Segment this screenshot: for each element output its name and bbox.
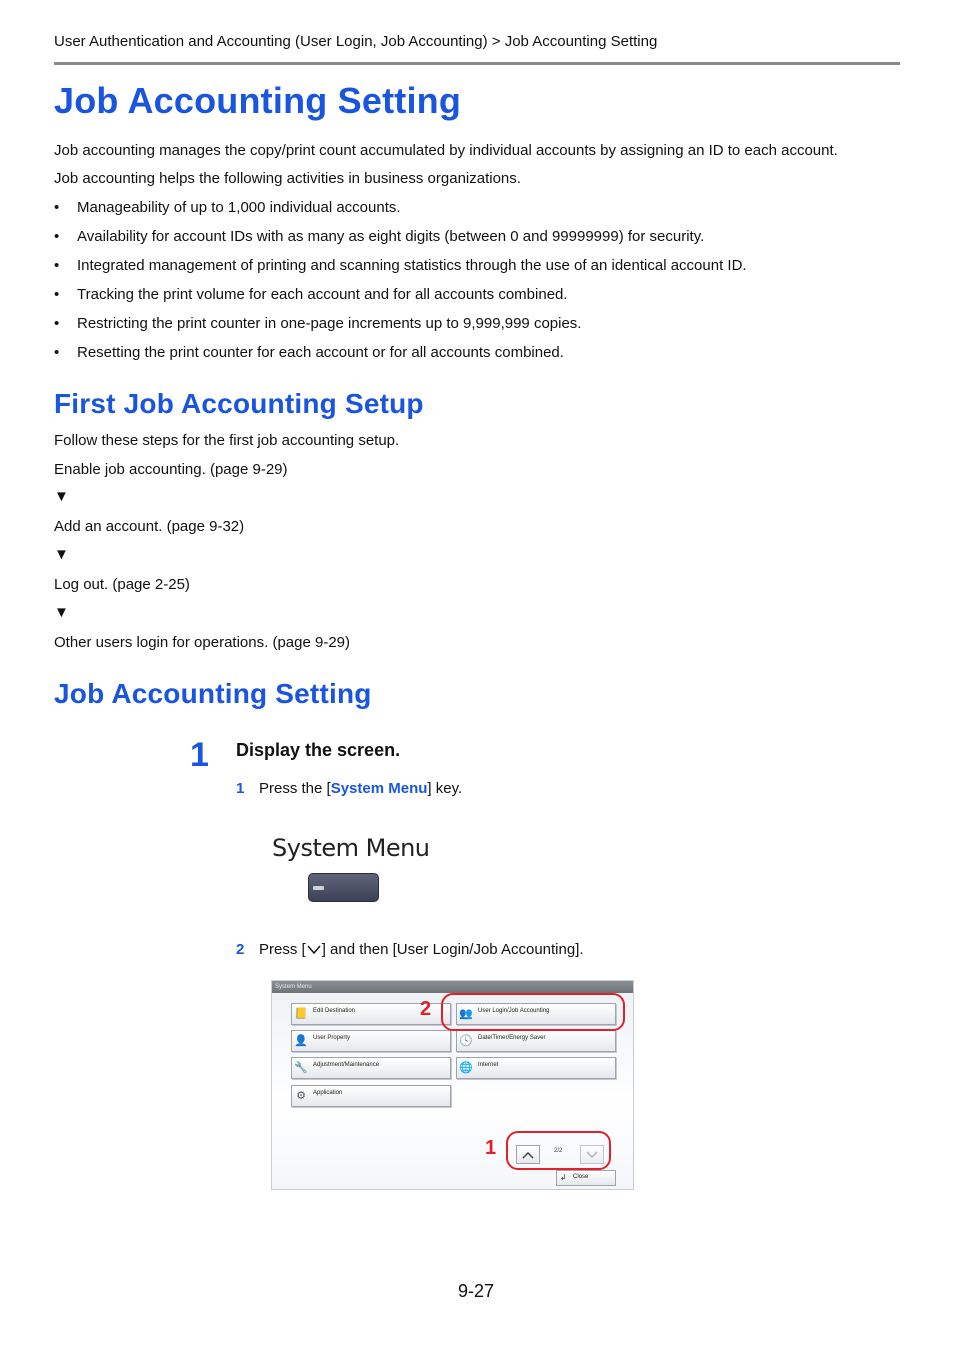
intro-paragraph: Job accounting manages the copy/print count accumulated by individual accounts by assigning an ID to each account. bbox=[54, 142, 838, 159]
page-number: 9-27 bbox=[458, 1281, 495, 1301]
substep-2 bbox=[236, 941, 584, 958]
callout-highlight-1 bbox=[506, 1131, 611, 1170]
setup-step: Other users login for operations. (page 9-29) bbox=[54, 634, 350, 651]
bullet-item bbox=[54, 315, 581, 332]
bullet-marker: • bbox=[54, 344, 60, 361]
substep-text: ] and then [User Login/Job Accounting]. bbox=[321, 941, 584, 958]
date-timer-energy-saver-button[interactable] bbox=[456, 1030, 616, 1052]
indicator-led-icon bbox=[313, 886, 324, 890]
bullet-text: Integrated management of printing and scanning statistics through the use of an identical account ID. bbox=[77, 257, 747, 274]
bullet-marker: • bbox=[54, 286, 60, 303]
internet-button[interactable] bbox=[456, 1057, 616, 1079]
system-menu-key[interactable] bbox=[308, 873, 379, 902]
bullet-marker: • bbox=[54, 228, 60, 245]
button-label: Adjustment/Maintenance bbox=[313, 1062, 380, 1068]
address-book-icon: 📒 bbox=[294, 1008, 308, 1020]
user-property-button[interactable] bbox=[291, 1030, 451, 1052]
bullet-item bbox=[54, 257, 747, 274]
substep-text: Press the [ bbox=[259, 780, 331, 797]
bullet-marker: • bbox=[54, 315, 60, 332]
callout-highlight-2 bbox=[441, 993, 625, 1031]
bullet-text: Resetting the print counter for each account or for all accounts combined. bbox=[77, 344, 564, 361]
down-arrow-icon: ▼ bbox=[54, 488, 69, 505]
substep-text: ] key. bbox=[427, 780, 463, 797]
bullet-text: Availability for account IDs with as many as eight digits (between 0 and 99999999) for security. bbox=[77, 228, 705, 245]
application-button[interactable] bbox=[291, 1085, 451, 1107]
bullet-marker: • bbox=[54, 199, 60, 216]
substep-text: Press [ bbox=[259, 941, 306, 958]
button-label: Application bbox=[313, 1090, 343, 1096]
application-icon: ⚙ bbox=[296, 1090, 306, 1102]
button-label: Date/Timer/Energy Saver bbox=[478, 1035, 546, 1041]
bullet-text: Tracking the print volume for each account and for all accounts combined. bbox=[77, 286, 568, 303]
setup-step: Enable job accounting. (page 9-29) bbox=[54, 461, 288, 478]
bullet-text: Manageability of up to 1,000 individual accounts. bbox=[77, 199, 401, 216]
section-heading-setup: First Job Accounting Setup bbox=[54, 388, 424, 419]
button-label: User Property bbox=[313, 1035, 351, 1041]
section-heading-setting: Job Accounting Setting bbox=[54, 678, 372, 709]
callout-number-2: 2 bbox=[420, 998, 432, 1020]
close-button[interactable] bbox=[556, 1170, 616, 1186]
intro-paragraph: Job accounting helps the following activities in business organizations. bbox=[54, 170, 521, 187]
substep-number: 2 bbox=[236, 941, 245, 958]
bullet-text: Restricting the print counter in one-page increments up to 9,999,999 copies. bbox=[77, 315, 582, 332]
wrench-icon: 🔧 bbox=[294, 1062, 308, 1074]
users-icon: 👥 bbox=[459, 1008, 473, 1020]
clock-icon: 🕓 bbox=[459, 1035, 473, 1047]
down-arrow-icon: ▼ bbox=[54, 546, 69, 563]
down-arrow-icon: ▼ bbox=[54, 604, 69, 621]
button-label: Close bbox=[573, 1174, 589, 1180]
bullet-item bbox=[54, 228, 704, 245]
setup-intro: Follow these steps for the first job accounting setup. bbox=[54, 432, 400, 449]
system-menu-key-label: System Menu bbox=[330, 780, 428, 797]
button-label: User Login/Job Accounting bbox=[478, 1008, 550, 1014]
page-indicator: 2/2 bbox=[554, 1148, 563, 1154]
substep-number: 1 bbox=[236, 780, 245, 797]
bullet-item bbox=[54, 344, 564, 361]
bullet-item bbox=[54, 286, 568, 303]
bullet-item bbox=[54, 199, 401, 216]
substep-1 bbox=[236, 780, 462, 797]
bullet-marker: • bbox=[54, 257, 60, 274]
step-number: 1 bbox=[190, 736, 209, 774]
step-title: Display the screen. bbox=[236, 740, 401, 760]
page-title: Job Accounting Setting bbox=[54, 80, 462, 121]
adjustment-maintenance-button[interactable] bbox=[291, 1057, 451, 1079]
chevron-down-icon bbox=[306, 943, 322, 955]
user-icon: 👤 bbox=[294, 1035, 308, 1047]
breadcrumb: User Authentication and Accounting (User Login, Job Accounting) > Job Accounting Setting bbox=[54, 33, 658, 50]
globe-icon: 🌐 bbox=[459, 1062, 473, 1074]
setup-step: Log out. (page 2-25) bbox=[54, 576, 190, 593]
header-divider bbox=[54, 62, 900, 65]
system-menu-key-caption: System Menu bbox=[272, 834, 430, 862]
setup-step: Add an account. (page 9-32) bbox=[54, 518, 245, 535]
button-label: Edit Destination bbox=[313, 1008, 356, 1014]
button-label: Internet bbox=[478, 1062, 499, 1068]
callout-number-1: 1 bbox=[485, 1137, 497, 1159]
screen-title: System Menu bbox=[272, 981, 633, 993]
return-icon: ↲ bbox=[560, 1173, 567, 1182]
